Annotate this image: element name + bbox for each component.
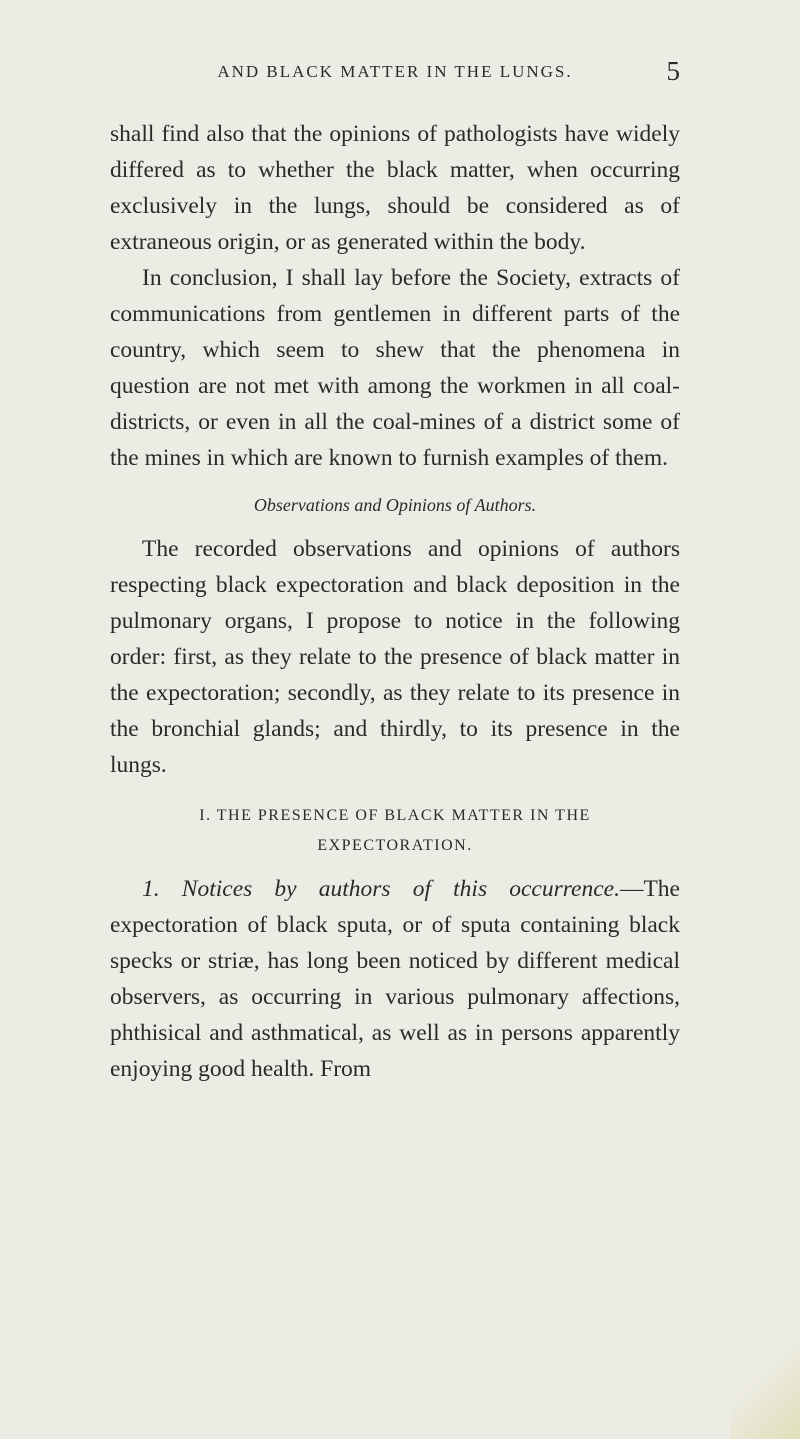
section-heading-line1: I. THE PRESENCE OF BLACK MATTER IN THE [199, 807, 591, 824]
paragraph-opening: shall find also that the opinions of pathologists have widely differed as to whether the black matter, when occurring exclusively in the lungs, should be considered as of extraneous origin, or as generated within the body. [110, 121, 680, 255]
paper-stain [730, 1329, 800, 1439]
notice-lead: 1. Notices by authors of this occurrence. [142, 876, 620, 902]
notice-text: —The expectoration of black sputa, or of sputa containing black specks or striæ, has long been noticed by different medical observers, as occurring in various pulmonary affections, phthisical and asthmatical, as well as in persons apparently enjoying good health. From [110, 876, 680, 1082]
section-heading [110, 801, 680, 861]
page-number: 5 [666, 56, 680, 86]
section-heading-line2: EXPECTORATION. [317, 837, 473, 854]
subheading-observations: Observations and Opinions of Authors. [253, 495, 537, 515]
running-title: AND BLACK MATTER IN THE LUNGS. [217, 62, 573, 81]
text-block [110, 116, 680, 1087]
paragraph-conclusion: In conclusion, I shall lay before the Society, extracts of communications from gentlemen in different parts of the country, which seem to shew that the phenomena in question are not met with among the workmen in all coal-districts, or even in all the coal-mines of a district some of the mines in which are known to furnish examples of them. [110, 265, 680, 471]
running-head [110, 56, 680, 90]
paragraph-notices [110, 871, 680, 1087]
paragraph-order-of-notice: The recorded observations and opinions of authors respecting black expectoration and black deposition in the pulmonary organs, I propose to notice in the following order: first, as they relate to the presence of black matter in the expectoration; secondly, as they relate to its presence in the bronchial glands; and thirdly, to its presence in the lungs. [110, 536, 680, 778]
